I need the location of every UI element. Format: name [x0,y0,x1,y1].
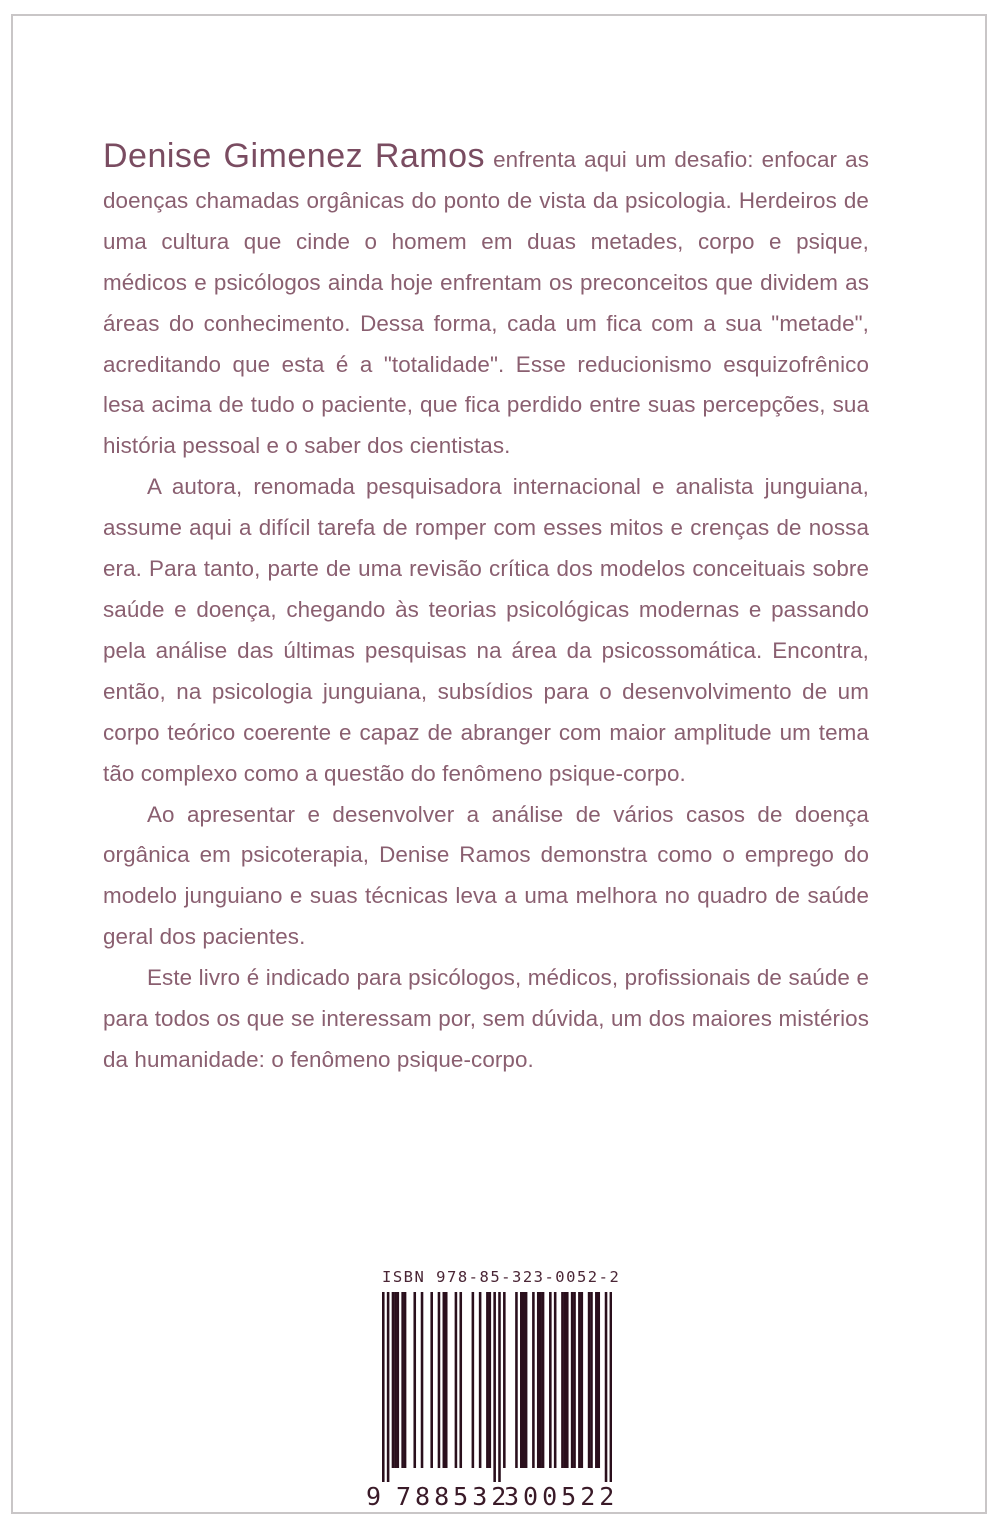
author-name: Denise Gimenez Ramos [103,137,486,175]
barcode-bar [479,1292,482,1468]
barcode-bar [537,1292,540,1468]
barcode-bar [404,1292,407,1468]
isbn-barcode [366,1268,621,1512]
barcode-bar [566,1292,569,1468]
paragraph-1-body: enfrenta aqui um desafio: enfocar as doenças chamadas orgânicas do ponto de vista da psicologia. Herdeiros de uma cultura que cinde o homem em duas metades, corpo e psique, médicos e psicólogos ainda hoje enfrentam os preconceitos que dividem as áreas do conhecimento. Dessa forma, cada um fica com a sua "metade", acreditando que esta é a "totalidade". Esse reducionismo esquizofrênico lesa acima de tudo o paciente, que fica perdido entre suas percepções, sua história pessoal e o saber dos cientistas. [103,147,869,459]
barcode-bar [455,1292,458,1468]
barcode-bar [610,1292,612,1482]
barcode-bar [489,1292,492,1468]
barcode-right-group: 300522 [504,1482,619,1511]
barcode-bar [522,1292,525,1468]
barcode-bar [595,1292,598,1468]
barcode-bar [430,1292,433,1468]
barcode-bar [387,1292,390,1482]
barcode-bar [486,1292,489,1468]
synopsis-paragraph-3: Ao apresentar e desenvolver a análise de vários casos de doença orgânica em psicoterapia, Denise Ramos demonstra como o emprego do modelo junguiano e suas técnicas leva a uma melhora no quadro de saúde geral dos pacientes. [103,801,869,950]
barcode-digits [366,1482,619,1512]
barcode-bar [549,1292,552,1468]
barcode-bar [573,1292,576,1468]
barcode-bar [498,1292,501,1482]
barcode-bar [459,1292,462,1468]
barcode-bar [605,1292,608,1482]
synopsis-paragraph-2: A autora, renomada pesquisadora internacional e analista junguiana, assume aqui a difícil tarefa de romper com esses mitos e crenças de nossa era. Para tanto, parte de uma revisão crítica dos modelos conceituais sobre saúde e doença, chegando às teorias psicológicas modernas e passando pela análise das últimas pesquisas na área da psicossomática. Encontra, então, na psicologia junguiana, subsídios para o desenvolvimento de um corpo teórico coerente e capaz de abranger com maior amplitude um tema tão complexo como a questão do fenômeno psique-corpo. [103,474,869,786]
barcode-bar [578,1292,581,1468]
barcode-left-group: 788532 [396,1482,511,1511]
synopsis-paragraph-4: Este livro é indicado para psicólogos, médicos, profissionais de saúde e para todos os que se interessam por, sem dúvida, um dos maiores mistérios da humanidade: o fenômeno psique-corpo. [103,965,869,1072]
barcode-bar [564,1292,567,1468]
barcode-bar [382,1292,385,1482]
barcode-bar [525,1292,528,1468]
barcode-bar [515,1292,518,1468]
barcode-bar [597,1292,600,1468]
barcode-bar [539,1292,542,1468]
barcode-bar [392,1292,395,1468]
barcode-bar [581,1292,584,1468]
barcode-bar [571,1292,574,1468]
barcode-bar [493,1292,496,1482]
barcode-bar [561,1292,564,1468]
synopsis-paragraph-1 [103,136,869,467]
barcode-bar [520,1292,523,1468]
barcode-bar [472,1292,475,1468]
barcode-bar [413,1292,416,1468]
barcode-bar [554,1292,557,1468]
barcode-bar [421,1292,424,1468]
barcode-bar [532,1292,535,1468]
barcode-bar [401,1292,404,1468]
barcode-bar [590,1292,593,1468]
barcode-bar [438,1292,441,1468]
barcode-bar [397,1292,400,1468]
barcode-bar [394,1292,397,1468]
barcode-bar [542,1292,545,1468]
barcode-bars [382,1292,612,1482]
barcode-lead-digit: 9 [366,1482,382,1511]
barcode-bar [443,1292,446,1468]
barcode-bar [588,1292,591,1468]
barcode-bar [503,1292,506,1468]
synopsis-text [103,136,869,1081]
barcode-bar [445,1292,448,1468]
isbn-label: ISBN 978-85-323-0052-2 [382,1268,621,1286]
